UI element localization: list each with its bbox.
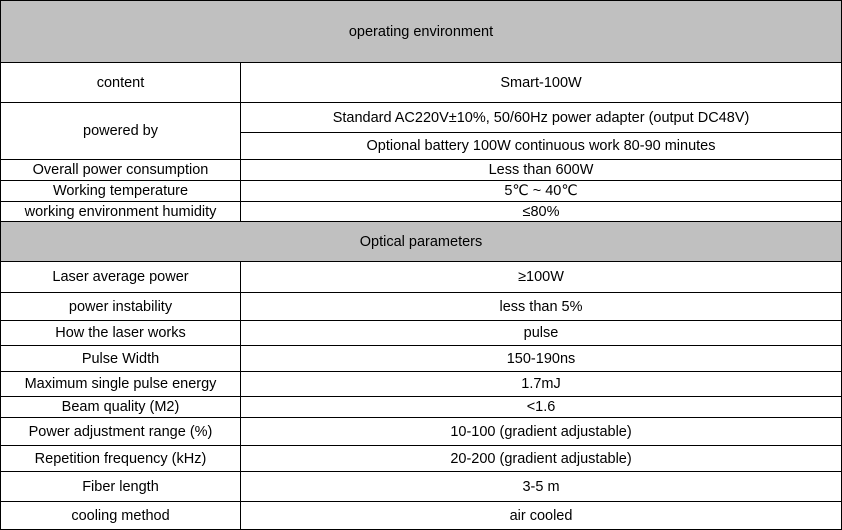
row-value: 10-100 (gradient adjustable) [241, 418, 842, 446]
table-row [1, 502, 842, 530]
table-row [1, 321, 842, 346]
table-row [1, 372, 842, 397]
row-label: Power adjustment range (%) [1, 418, 241, 446]
row-label: working environment humidity [1, 202, 241, 222]
section-title: operating environment [1, 1, 842, 63]
row-value: Optional battery 100W continuous work 80-90 minutes [241, 133, 842, 160]
row-label: Maximum single pulse energy [1, 372, 241, 397]
row-value: air cooled [241, 502, 842, 530]
row-label: cooling method [1, 502, 241, 530]
row-value: less than 5% [241, 293, 842, 321]
row-label: Fiber length [1, 472, 241, 502]
row-value: 5℃ ~ 40℃ [241, 181, 842, 202]
section-header-row [1, 1, 842, 63]
row-value: <1.6 [241, 397, 842, 418]
table-row [1, 397, 842, 418]
table-row [1, 262, 842, 293]
row-value: ≥100W [241, 262, 842, 293]
row-value: pulse [241, 321, 842, 346]
row-value: 3-5 m [241, 472, 842, 502]
table-row [1, 181, 842, 202]
table-row [1, 346, 842, 372]
row-label: Repetition frequency (kHz) [1, 446, 241, 472]
row-value: Smart-100W [241, 63, 842, 103]
row-label: powered by [1, 103, 241, 160]
row-label: Pulse Width [1, 346, 241, 372]
section-title: Optical parameters [1, 222, 842, 262]
row-label: Overall power consumption [1, 160, 241, 181]
row-value: 150-190ns [241, 346, 842, 372]
table-row [1, 103, 842, 133]
table-row [1, 293, 842, 321]
row-value: 20-200 (gradient adjustable) [241, 446, 842, 472]
row-value: Less than 600W [241, 160, 842, 181]
table-row [1, 472, 842, 502]
row-value: Standard AC220V±10%, 50/60Hz power adapter (output DC48V) [241, 103, 842, 133]
row-label: Working temperature [1, 181, 241, 202]
row-label: Laser average power [1, 262, 241, 293]
row-label: How the laser works [1, 321, 241, 346]
row-label: power instability [1, 293, 241, 321]
table-row [1, 160, 842, 181]
table-row [1, 418, 842, 446]
table-row [1, 446, 842, 472]
row-value: ≤80% [241, 202, 842, 222]
row-label: content [1, 63, 241, 103]
row-label: Beam quality (M2) [1, 397, 241, 418]
section-header-row [1, 222, 842, 262]
table-row [1, 63, 842, 103]
table-row [1, 202, 842, 222]
row-value: 1.7mJ [241, 372, 842, 397]
